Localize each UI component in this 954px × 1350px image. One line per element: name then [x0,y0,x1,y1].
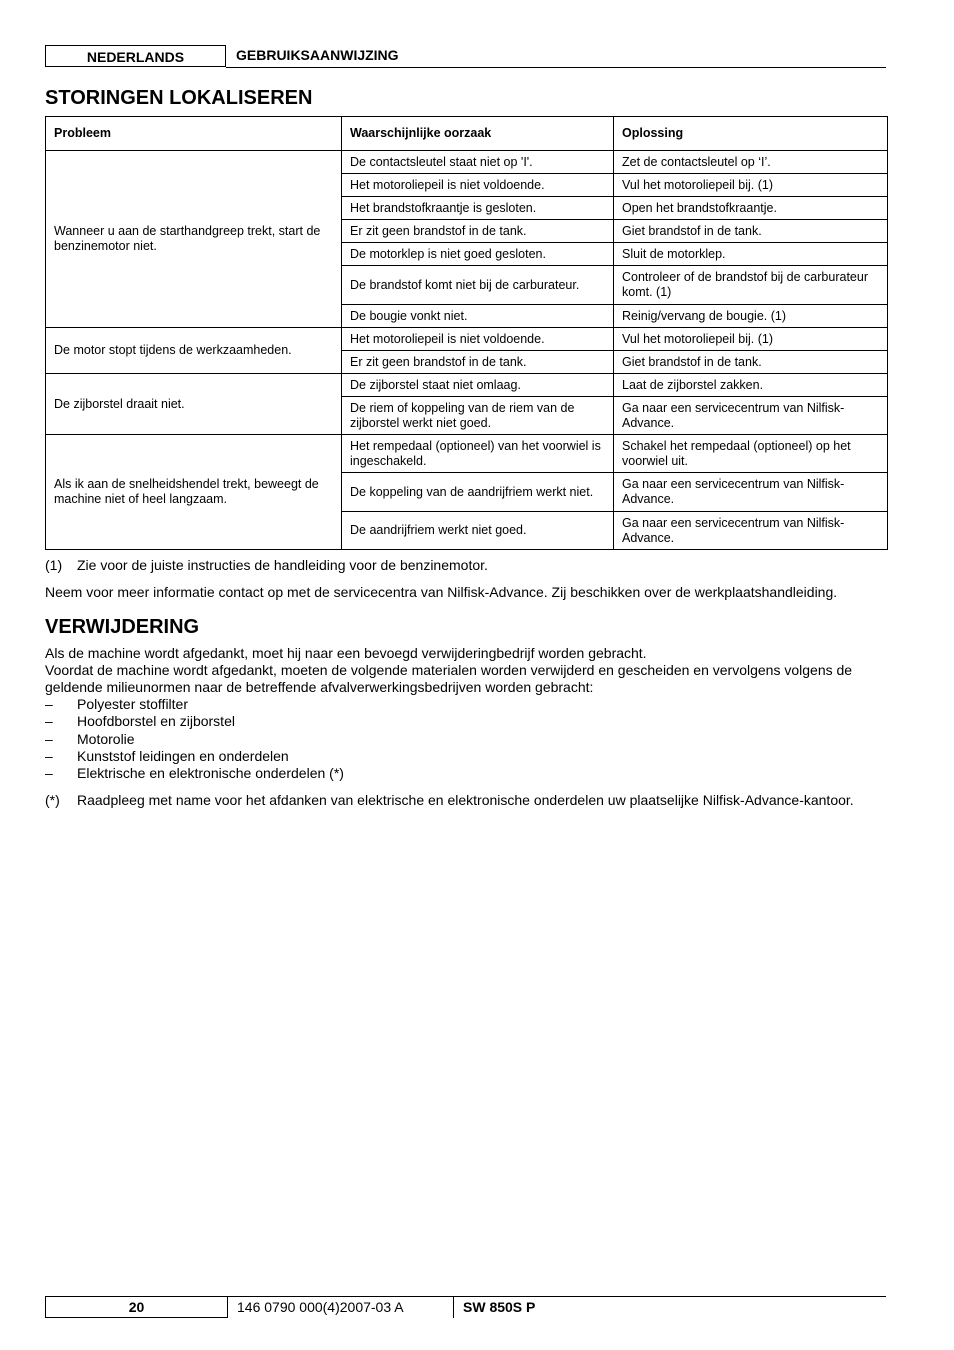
footnote-marker: (*) [45,792,60,808]
solution-cell: Vul het motoroliepeil bij. (1) [614,174,888,197]
problem-cell: Wanneer u aan de starthandgreep trekt, start de benzinemotor niet. [46,151,342,328]
language-label: NEDERLANDS [45,45,226,67]
list-item-text: Polyester stoffilter [77,696,189,712]
disposal-materials-list [45,696,344,782]
cause-cell: De koppeling van de aandrijfriem werkt niet. [342,473,614,512]
table-row [46,328,888,351]
header-rule [226,67,886,68]
cause-cell: Het motoroliepeil is niet voldoende. [342,174,614,197]
electronics-footnote [45,792,854,809]
document-code: 146 0790 000(4)2007-03 A [237,1299,404,1315]
solution-cell: Schakel het rempedaal (optioneel) op het voorwiel uit. [614,435,888,473]
footnote-marker: (1) [45,557,63,573]
page-number: 20 [45,1296,228,1318]
disposal-paragraph-1: Als de machine wordt afgedankt, moet hij naar een bevoegd verwijderingbedrijf worden gebracht. [45,645,647,661]
table-row [46,374,888,397]
solution-cell: Vul het motoroliepeil bij. (1) [614,328,888,351]
solution-cell: Giet brandstof in de tank. [614,220,888,243]
table-row [46,435,888,473]
list-item-text: Elektrische en elektronische onderdelen (*) [77,765,344,782]
list-dash: – [45,696,53,712]
troubleshooting-table [45,116,888,550]
troubleshooting-title: STORINGEN LOKALISEREN [45,87,313,109]
solution-cell: Sluit de motorklep. [614,243,888,266]
list-item-text: Motorolie [77,730,135,747]
cause-cell: De riem of koppeling van de riem van de zijborstel werkt niet goed. [342,397,614,435]
list-item-text: Hoofdborstel en zijborstel [77,713,235,730]
disposal-title: VERWIJDERING [45,616,200,638]
list-item [45,713,344,730]
list-dash: – [45,713,53,730]
table-row [46,151,888,174]
cause-cell: De aandrijfriem werkt niet goed. [342,512,614,550]
list-item-text: Kunststof leidingen en onderdelen [77,747,289,764]
solution-cell: Controleer of de brandstof bij de carburateur komt. (1) [614,266,888,305]
solution-cell: Laat de zijborstel zakken. [614,374,888,397]
disposal-intro [45,645,890,696]
list-item [45,731,344,748]
solution-cell: Ga naar een servicecentrum van Nilfisk-Advance. [614,512,888,550]
problem-cell: Als ik aan de snelheidshendel trekt, beweegt de machine niet of heel langzaam. [46,435,342,550]
model-name: SW 850S P [463,1299,536,1315]
cause-cell: Het rempedaal (optioneel) van het voorwiel is ingeschakeld. [342,435,614,473]
problem-cell: De zijborstel draait niet. [46,374,342,435]
column-header-problem: Probleem [46,117,342,151]
table-header-row [46,117,888,151]
disposal-paragraph-2: Voordat de machine wordt afgedankt, moeten de volgende materialen worden verwijderd en gescheiden en vervolgens volgens de geldende milieunormen naar de betreffende afvalverwerkingsbedrijven worden gebracht: [45,662,853,695]
solution-cell: Giet brandstof in de tank. [614,351,888,374]
footnote-text: Raadpleeg met name voor het afdanken van elektrische en elektronische onderdelen uw plaatselijke Nilfisk-Advance-kantoor. [77,792,854,808]
solution-cell: Open het brandstofkraantje. [614,197,888,220]
footnote-text: Zie voor de juiste instructies de handleiding voor de benzinemotor. [77,557,488,573]
engine-manual-footnote [45,557,488,574]
list-item [45,696,344,713]
service-info-text: Neem voor meer informatie contact op met de servicecentra van Nilfisk-Advance. Zij beschikken over de werkplaatshandleiding. [45,584,838,600]
document-type: GEBRUIKSAANWIJZING [236,47,399,63]
list-dash: – [45,747,53,764]
cause-cell: Het motoroliepeil is niet voldoende. [342,328,614,351]
solution-cell: Reinig/vervang de bougie. (1) [614,305,888,328]
solution-cell: Ga naar een servicecentrum van Nilfisk-Advance. [614,473,888,512]
problem-cell: De motor stopt tijdens de werkzaamheden. [46,328,342,374]
solution-cell: Zet de contactsleutel op ‘I’. [614,151,888,174]
footer-divider [453,1297,454,1318]
cause-cell: Er zit geen brandstof in de tank. [342,351,614,374]
cause-cell: Er zit geen brandstof in de tank. [342,220,614,243]
cause-cell: De brandstof komt niet bij de carburateur. [342,266,614,305]
list-dash: – [45,730,53,747]
list-item [45,765,344,782]
cause-cell: De zijborstel staat niet omlaag. [342,374,614,397]
list-dash: – [45,765,53,782]
cause-cell: De contactsleutel staat niet op 'I'. [342,151,614,174]
column-header-solution: Oplossing [614,117,888,151]
column-header-cause: Waarschijnlijke oorzaak [342,117,614,151]
cause-cell: Het brandstofkraantje is gesloten. [342,197,614,220]
cause-cell: De motorklep is niet goed gesloten. [342,243,614,266]
cause-cell: De bougie vonkt niet. [342,305,614,328]
solution-cell: Ga naar een servicecentrum van Nilfisk-Advance. [614,397,888,435]
list-item [45,748,344,765]
